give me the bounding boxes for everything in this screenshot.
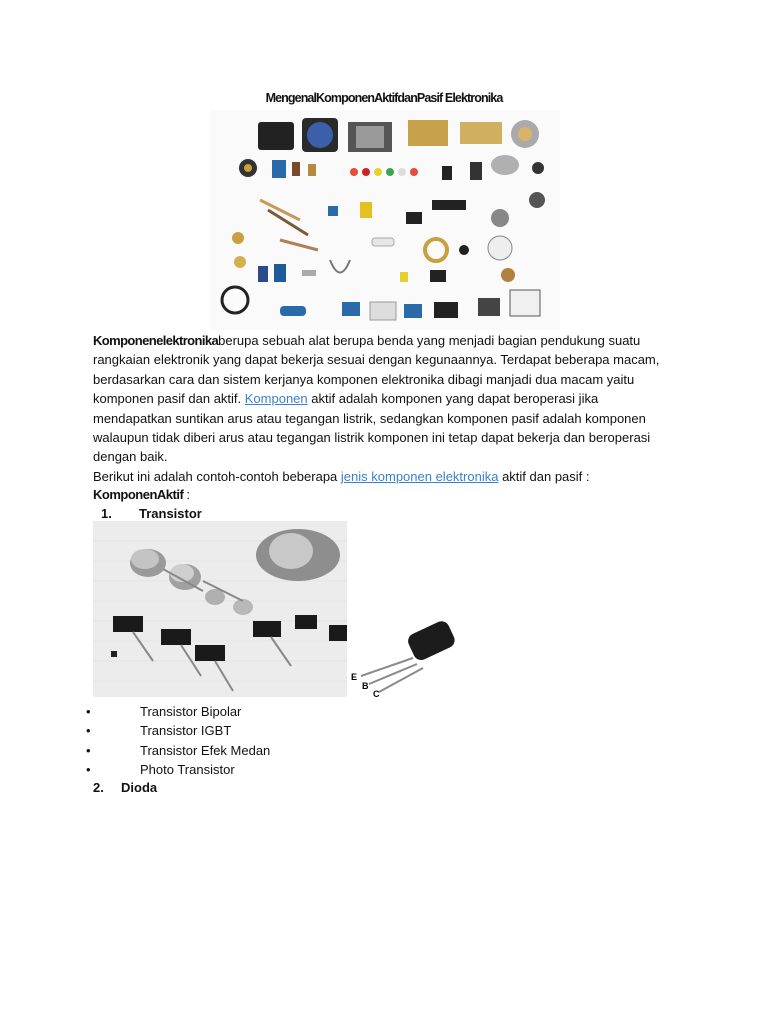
electronic-components-photo bbox=[210, 110, 560, 330]
document-title: MengenalKomponenAktifdanPasif Elektronika bbox=[265, 91, 503, 105]
bullet-dot: • bbox=[86, 761, 91, 777]
paragraph-text-1: berupa sebuah alat berupa benda yang menjadi bagian pendukung suatu rangkaian elektronik yang dapat bekerja sesuai dengan kegunaannya. Terdapat beberapa macam, berdasarkan cara dan sistem kerjanya komponen elektronika dibagi manjadi dua macam yaitu komponen pasif dan aktif. bbox=[93, 333, 660, 407]
pin-label-b: B bbox=[362, 681, 369, 691]
link-komponen[interactable]: Komponen bbox=[244, 391, 308, 407]
item-label: Dioda bbox=[121, 780, 158, 795]
lead-term: Komponenelektronika bbox=[93, 333, 219, 348]
intro-paragraph bbox=[93, 331, 668, 486]
paragraph-text-2: aktif adalah komponen yang dapat beroperasi jika mendapatkan suntikan arus atau tegangan listrik, sedangkan komponen pasif adalah komponen walaupun tidak diberi arus atau tegangan listrik komponen ini tetap dapat bekerja dan beroperasi dengan baik. bbox=[93, 391, 651, 465]
item-label: Transistor bbox=[139, 506, 202, 521]
section-heading-suffix: : bbox=[183, 487, 190, 502]
item-number: 1. bbox=[101, 506, 112, 521]
bullet-dot: • bbox=[86, 704, 91, 719]
list-item-label: Transistor Bipolar bbox=[140, 704, 242, 719]
pin-label-e: E bbox=[351, 672, 358, 682]
section-heading-bold: KomponenAktif bbox=[93, 487, 184, 502]
bullet-dot: • bbox=[86, 723, 91, 739]
item-number: 2. bbox=[93, 780, 104, 795]
bullet-dot: • bbox=[86, 742, 91, 758]
examples-text-after: aktif dan pasif : bbox=[498, 468, 590, 484]
examples-text-before: Berikut ini adalah contoh-contoh beberapa bbox=[93, 468, 341, 484]
list-item-label: Transistor Efek Medan bbox=[140, 742, 271, 758]
list-item-label: Transistor IGBT bbox=[140, 723, 232, 739]
section-heading bbox=[93, 487, 190, 502]
pin-label-c: C bbox=[373, 689, 380, 699]
transistor-photo bbox=[93, 521, 347, 697]
list-item-label: Photo Transistor bbox=[140, 761, 235, 777]
transistor-pinout-photo bbox=[349, 600, 469, 700]
link-jenis-komponen[interactable]: jenis komponen elektronika bbox=[340, 468, 499, 484]
